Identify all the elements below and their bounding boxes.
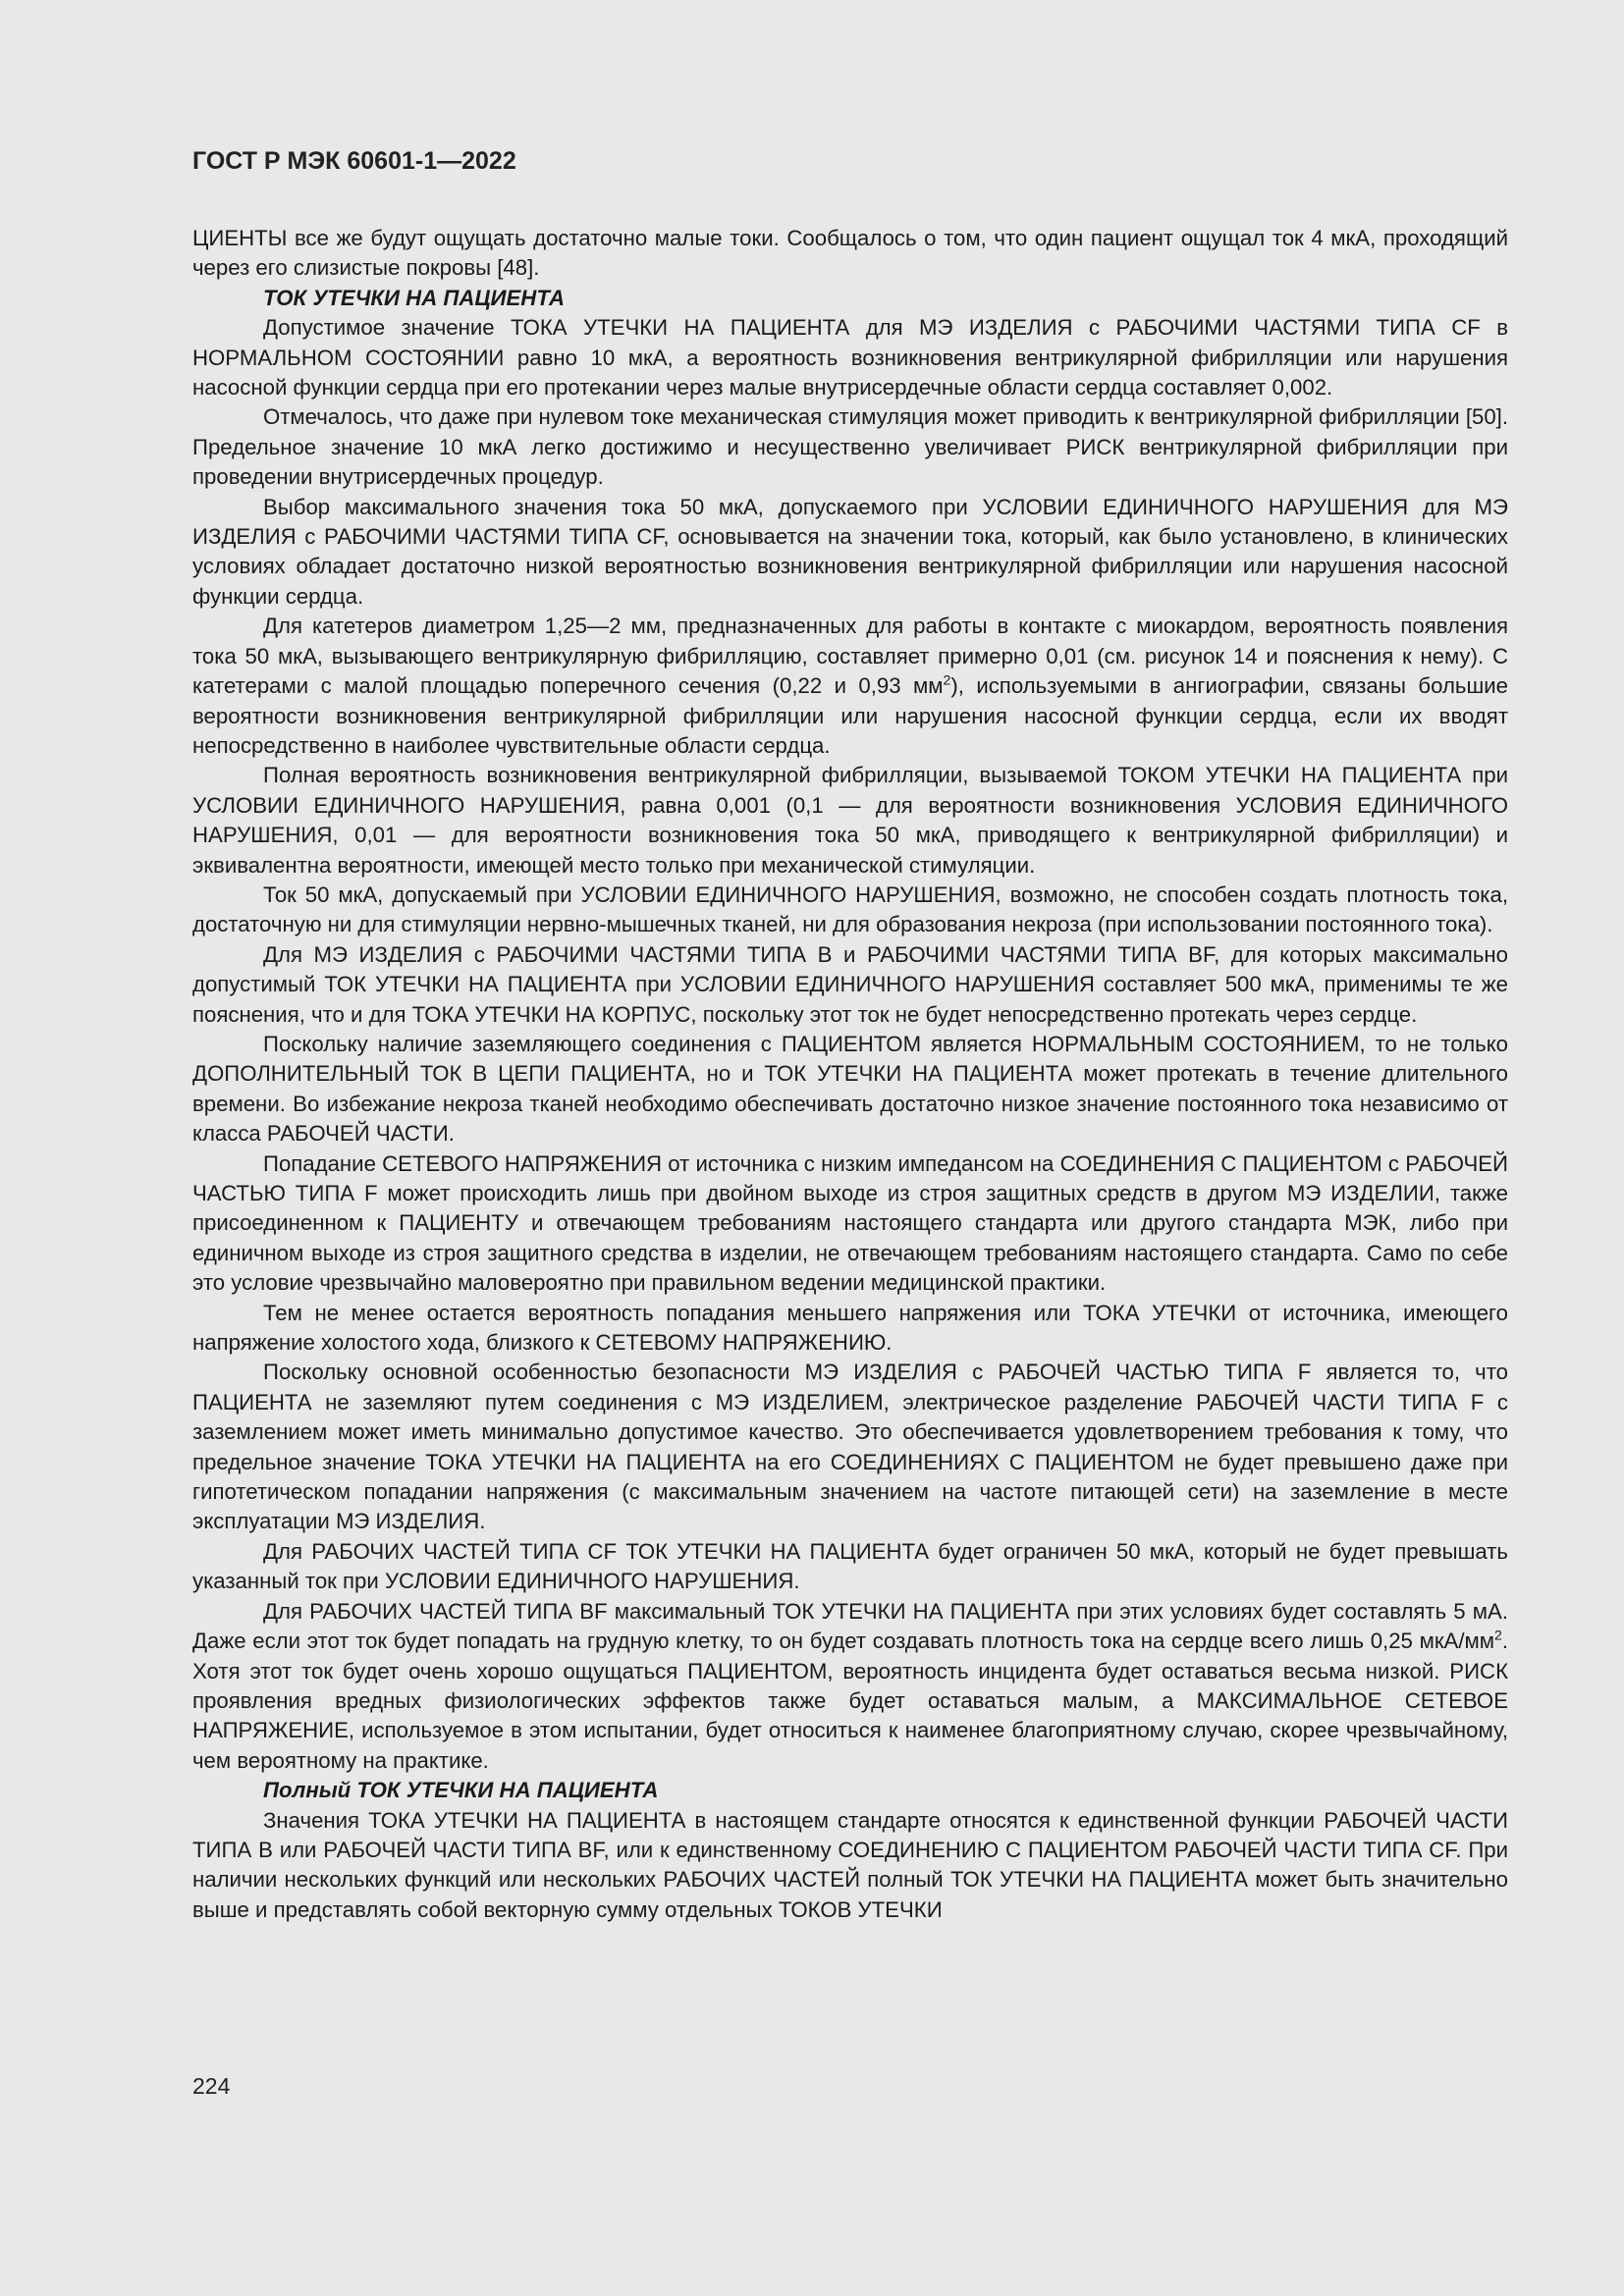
paragraph: Поскольку основной особенностью безопасности МЭ ИЗДЕЛИЯ с РАБОЧЕЙ ЧАСТЬЮ ТИПА F является то, что ПАЦИЕНТА не заземляют путем соединения с МЭ ИЗДЕЛИЕМ, электрическое разделение РАБОЧЕЙ ЧАСТИ ТИПА F с заземлением может иметь минимально допустимое качество. Это обеспечивается удовлетворением требования к тому, что предельное значение ТОКА УТЕЧКИ НА ПАЦИЕНТА на его СОЕДИНЕНИЯХ С ПАЦИЕНТОМ не будет превышено даже при гипотетическом попадании напряжения (с максимальным значением на частоте питающей сети) на заземление в месте эксплуатации МЭ ИЗДЕЛИЯ. [192,1360,1508,1534]
paragraph: Попадание СЕТЕВОГО НАПРЯЖЕНИЯ от источника с низким импедансом на СОЕДИНЕНИЯ С ПАЦИЕНТОМ с РАБОЧЕЙ ЧАСТЬЮ ТИПА F может происходить лишь при двойном выходе из строя защитных средств в другом МЭ ИЗДЕЛИИ, также присоединенном к ПАЦИЕНТУ и отвечающем требованиям настоящего стандарта или другого стандарта МЭК, либо при единичном выходе из строя защитного средства в изделии, не отвечающем требованиям настоящего стандарта. Само по себе это условие чрезвычайно маловероятно при правильном ведении медицинской практики. [192,1150,1508,1296]
document-body [192,224,1508,1925]
paragraph: Допустимое значение ТОКА УТЕЧКИ НА ПАЦИЕНТА для МЭ ИЗДЕЛИЯ с РАБОЧИМИ ЧАСТЯМИ ТИПА CF в НОРМАЛЬНОМ СОСТОЯНИИ равно 10 мкА, а вероятность возникновения вентрикулярной фибрилляции или нарушения насосной функции сердца при его протекании через малые внутрисердечные области сердца составляет 0,002. [192,315,1508,400]
paragraph: Значения ТОКА УТЕЧКИ НА ПАЦИЕНТА в настоящем стандарте относятся к единственной функции РАБОЧЕЙ ЧАСТИ ТИПА В или РАБОЧЕЙ ЧАСТИ ТИПА BF, или к единственному СОЕДИНЕНИЮ С ПАЦИЕНТОМ РАБОЧЕЙ ЧАСТИ ТИПА CF. При наличии нескольких функций или нескольких РАБОЧИХ ЧАСТЕЙ полный ТОК УТЕЧКИ НА ПАЦИЕНТА может быть значительно выше и представлять собой векторную сумму отдельных ТОКОВ УТЕЧКИ [192,1807,1508,1922]
paragraph: Выбор максимального значения тока 50 мкА, допускаемого при УСЛОВИИ ЕДИНИЧНОГО НАРУШЕНИЯ для МЭ ИЗДЕЛИЯ с РАБОЧИМИ ЧАСТЯМИ ТИПА CF, основывается на значении тока, который, как было установлено, в клинических условиях обладает достаточно низкой вероятностью возникновения вентрикулярной фибрилляции или нарушения насосной функции сердца. [192,494,1508,609]
paragraph-text: Для катетеров диаметром 1,25—2 мм, предназначенных для работы в контакте с миокардом, вероятность появления тока 50 мкА, вызывающего вентрикулярную фибрилляцию, составляет примерно 0,01 (см. рисунок 14 и пояснения к нему). С катетерами с малой площадью поперечного сечения (0,22 и 0,93 мм [192,614,1508,699]
paragraph: Полная вероятность возникновения вентрикулярной фибрилляции, вызываемой ТОКОМ УТЕЧКИ НА ПАЦИЕНТА при УСЛОВИИ ЕДИНИЧНОГО НАРУШЕНИЯ, равна 0,001 (0,1 — для вероятности возникновения УСЛОВИЯ ЕДИНИЧНОГО НАРУШЕНИЯ, 0,01 — для вероятности возникновения тока 50 мкА, приводящего к вентрикулярной фибрилляции) и эквивалентна вероятности, имеющей место только при механической стимуляции. [192,763,1508,878]
paragraph-continued: ЦИЕНТЫ все же будут ощущать достаточно малые токи. Сообщалось о том, что один пациент ощущал ток 4 мкА, проходящий через его слизистые покровы [48]. [192,226,1508,281]
superscript: 2 [1494,1627,1502,1643]
paragraph-catheters [192,612,1508,761]
superscript: 2 [943,671,951,688]
paragraph: Для МЭ ИЗДЕЛИЯ с РАБОЧИМИ ЧАСТЯМИ ТИПА В и РАБОЧИМИ ЧАСТЯМИ ТИПА BF, для которых максимально допустимый ТОК УТЕЧКИ НА ПАЦИЕНТА при УСЛОВИИ ЕДИНИЧНОГО НАРУШЕНИЯ составляет 500 мкА, применимы те же пояснения, что и для ТОКА УТЕЧКИ НА КОРПУС, поскольку этот ток не будет непосредственно протекать через сердце. [192,941,1508,1027]
paragraph: Для РАБОЧИХ ЧАСТЕЙ ТИПА CF ТОК УТЕЧКИ НА ПАЦИЕНТА будет ограничен 50 мкА, который не будет превышать указанный ток при УСЛОВИИ ЕДИНИЧНОГО НАРУШЕНИЯ. [192,1538,1508,1594]
document-header: ГОСТ Р МЭК 60601-1—2022 [192,147,516,175]
section-heading-patient-leakage: ТОК УТЕЧКИ НА ПАЦИЕНТА [263,285,566,310]
paragraph-text: . Хотя этот ток будет очень хорошо ощущаться ПАЦИЕНТОМ, вероятность инцидента будет оставаться весьма низкой. РИСК проявления вредных физиологических эффектов также будет оставаться малым, а МАКСИМАЛЬНОЕ СЕТЕВОЕ НАПРЯЖЕНИЕ, используемое в этом испытании, будет относиться к наименее благоприятному случаю, скорее чрезвычайному, чем вероятному на практике. [192,1629,1508,1773]
page-number: 224 [192,2073,231,2099]
section-heading-total-leakage: Полный ТОК УТЕЧКИ НА ПАЦИЕНТА [263,1778,659,1803]
paragraph-text: ), используемыми в ангиографии, связаны большие вероятности возникновения вентрикулярной фибрилляции или нарушения насосной функции сердца, если их вводят непосредственно в наиболее чувствительные области сердца. [192,673,1508,758]
paragraph: Поскольку наличие заземляющего соединения с ПАЦИЕНТОМ является НОРМАЛЬНЫМ СОСТОЯНИЕМ, то не только ДОПОЛНИТЕЛЬНЫЙ ТОК В ЦЕПИ ПАЦИЕНТА, но и ТОК УТЕЧКИ НА ПАЦИЕНТА может протекать в течение длительного времени. Во избежание некроза тканей необходимо обеспечивать достаточно низкое значение постоянного тока независимо от класса РАБОЧЕЙ ЧАСТИ. [192,1031,1508,1147]
paragraph-bf-parts [192,1597,1508,1776]
paragraph-text: Для РАБОЧИХ ЧАСТЕЙ ТИПА BF максимальный ТОК УТЕЧКИ НА ПАЦИЕНТА при этих условиях будет составлять 5 мА. Даже если этот ток будет попадать на грудную клетку, то он будет создавать плотность тока на сердце всего лишь 0,25 мкА/мм [192,1598,1508,1654]
paragraph: Отмечалось, что даже при нулевом токе механическая стимуляция может приводить к вентрикулярной фибрилляции [50]. Предельное значение 10 мкА легко достижимо и несущественно увеличивает РИСК вентрикулярной фибрилляции при проведении внутрисердечных процедур. [192,404,1508,490]
paragraph: Тем не менее остается вероятность попадания меньшего напряжения или ТОКА УТЕЧКИ от источника, имеющего напряжение холостого хода, близкого к СЕТЕВОМУ НАПРЯЖЕНИЮ. [192,1300,1508,1356]
paragraph: Ток 50 мкА, допускаемый при УСЛОВИИ ЕДИНИЧНОГО НАРУШЕНИЯ, возможно, не способен создать плотность тока, достаточную ни для стимуляции нервно-мышечных тканей, ни для образования некроза (при использовании постоянного тока). [192,881,1508,937]
